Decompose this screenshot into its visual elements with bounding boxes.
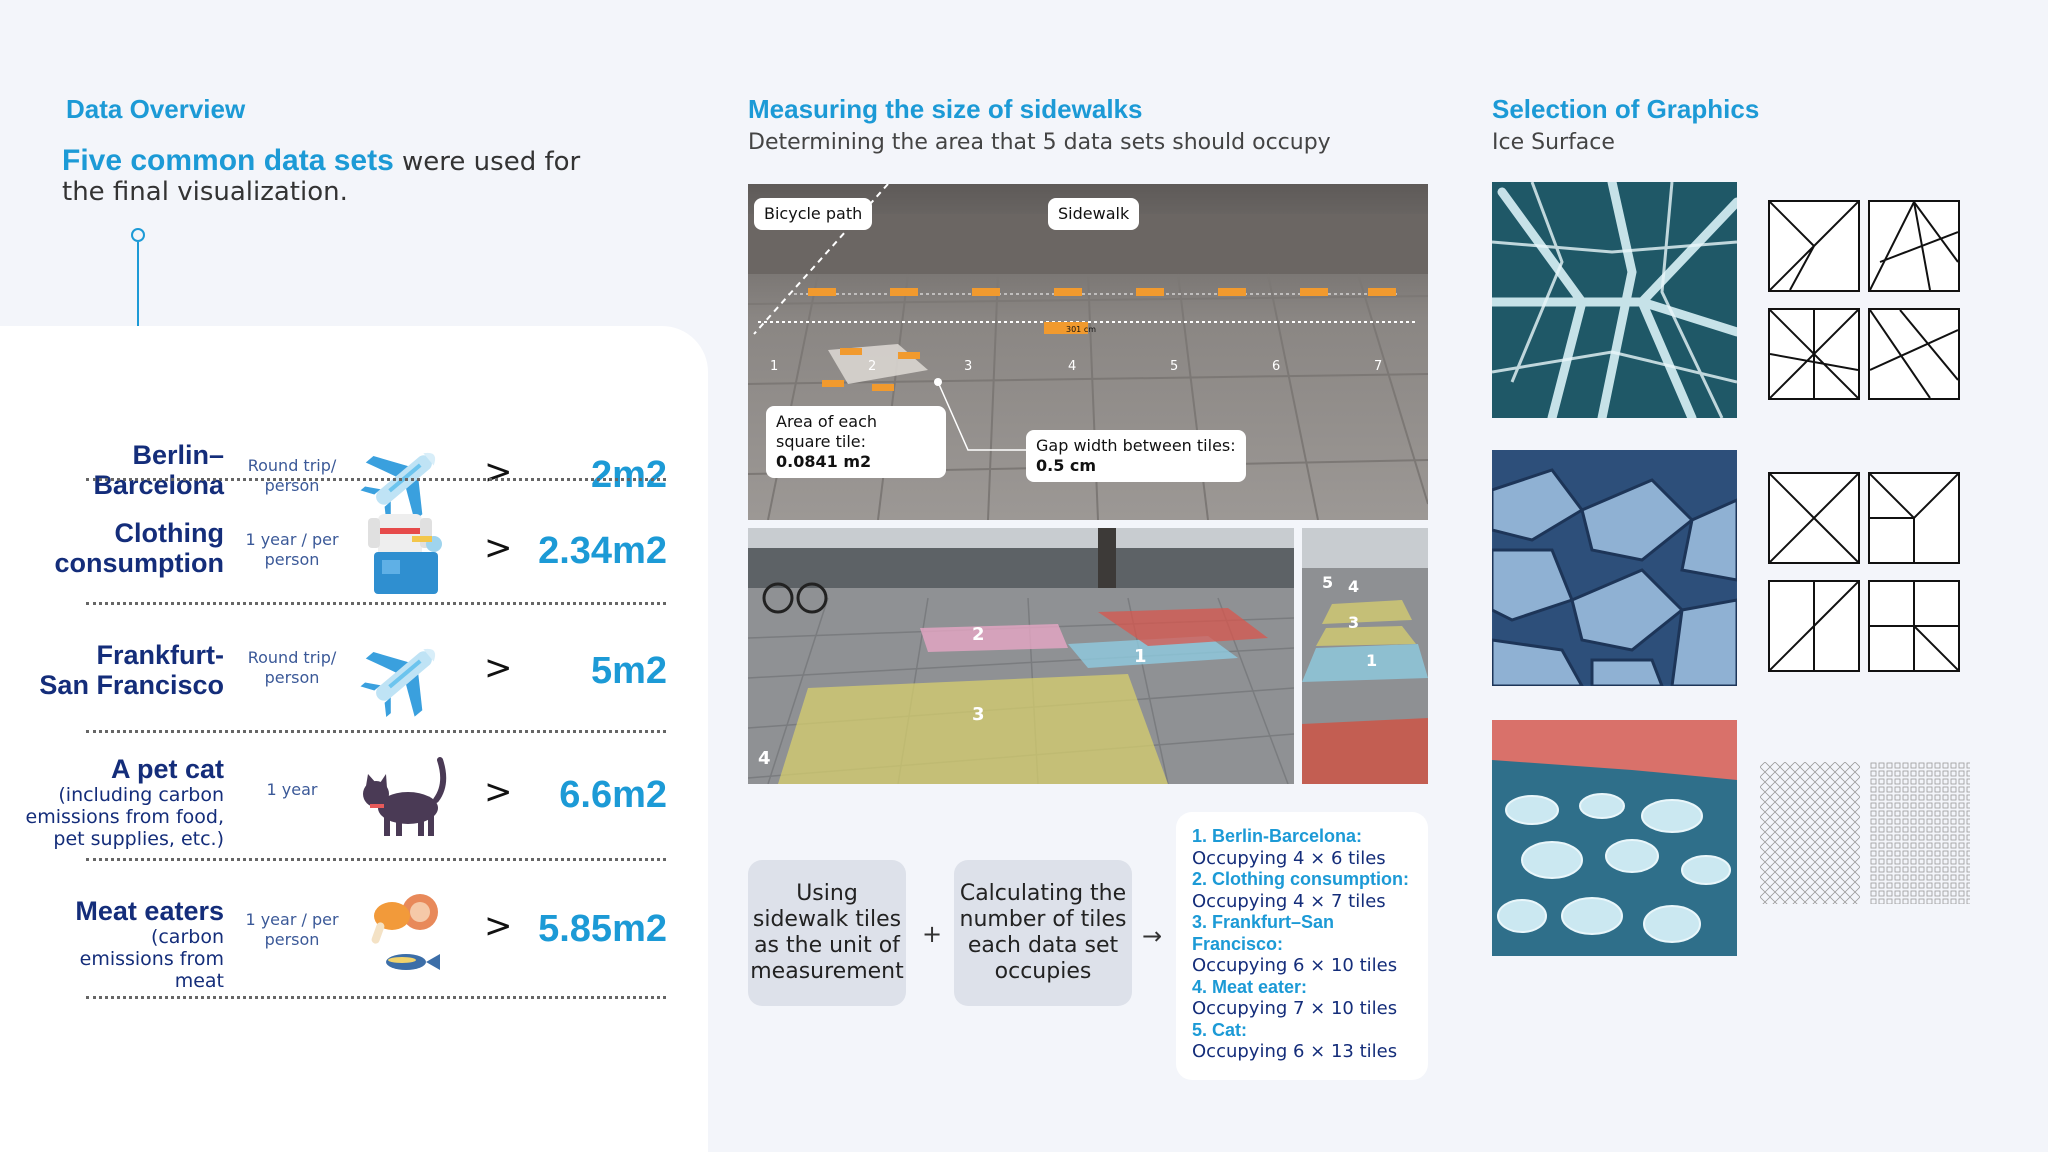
row-value: 6.6m2	[559, 774, 667, 816]
ice-photo-plates	[1492, 450, 1737, 686]
meat-icon	[356, 886, 452, 982]
dotted-divider	[86, 858, 666, 861]
result-title: 3. Frankfurt–San Francisco:	[1192, 912, 1335, 954]
row-name: Clothing consumption	[54, 518, 224, 578]
pattern-tile	[1768, 308, 1860, 400]
cat-icon	[356, 750, 452, 846]
row-period: 1 year / per person	[245, 910, 339, 949]
area-label-5: 5	[1322, 573, 1334, 592]
fine-pattern-diamonds	[1760, 762, 1860, 904]
ice-photo-cracked	[1492, 182, 1737, 418]
sidewalk-section-title: Measuring the size of sidewalks	[748, 94, 1143, 124]
intro-text	[62, 146, 582, 207]
result-detail: Occupying 4 × 6 tiles	[1192, 847, 1386, 869]
pin-dot	[131, 228, 145, 242]
result-detail: Occupying 4 × 7 tiles	[1192, 890, 1386, 912]
chevron-right-icon: >	[484, 452, 513, 492]
pattern-tile	[1868, 580, 1960, 672]
row-period: 1 year / per person	[245, 530, 339, 569]
ice-photo-bubbles	[1492, 720, 1737, 956]
pattern-tile	[1868, 308, 1960, 400]
pattern-tile	[1768, 200, 1860, 292]
tile-number: 1	[770, 359, 779, 374]
row-name: Frankfurt- San Francisco	[39, 640, 224, 700]
result-detail: Occupying 6 × 10 tiles	[1192, 955, 1398, 976]
dotted-divider	[86, 602, 666, 605]
tile-number: 5	[1170, 359, 1179, 374]
result-detail: Occupying 6 × 13 tiles	[1192, 1041, 1398, 1062]
tile-number: 2	[868, 359, 877, 374]
result-title: 4. Meat eater:	[1192, 976, 1308, 997]
tile-number: 7	[1374, 359, 1383, 374]
area-label-3: 3	[1348, 613, 1360, 632]
data-panel	[0, 326, 708, 1152]
intro-highlight: Five common data sets	[62, 144, 394, 177]
step-unit-of-measurement: Using sidewalk tiles as the unit of measurement	[748, 860, 906, 1006]
chevron-right-icon: >	[484, 528, 513, 568]
results-card	[1176, 812, 1428, 1080]
tile-number: 3	[964, 359, 973, 374]
tile-number: 4	[1068, 359, 1077, 374]
step-calculate-tiles: Calculating the number of tiles each data set occupies	[954, 860, 1132, 1006]
clothing-icon	[356, 508, 452, 604]
row-value: 5.85m2	[538, 908, 667, 950]
label-gap-width: Gap width between tiles: 0.5 cm	[1026, 430, 1246, 482]
row-period: Round trip/ person	[247, 456, 337, 495]
sidewalk-subtitle: Determining the area that 5 data sets should occupy	[748, 130, 1331, 155]
street-photo-narrow	[1302, 528, 1428, 784]
result-title: 5. Cat:	[1192, 1019, 1248, 1040]
pin-line	[137, 242, 139, 330]
label-sidewalk: Sidewalk	[1048, 198, 1139, 230]
dotted-divider	[86, 996, 666, 999]
result-title: 1. Berlin-Barcelona:	[1192, 826, 1363, 846]
row-name: A pet cat (including carbon emissions from food, pet supplies, etc.)	[25, 754, 224, 850]
label-bicycle-path: Bicycle path	[754, 198, 872, 230]
airplane-icon	[356, 628, 452, 724]
graphics-section-title: Selection of Graphics	[1492, 94, 1760, 124]
measure-total: 301 cm	[1066, 325, 1097, 334]
chevron-right-icon: >	[484, 648, 513, 688]
row-value: 2.34m2	[538, 530, 667, 572]
pattern-tile	[1768, 472, 1860, 564]
pattern-tile	[1768, 580, 1860, 672]
label-tile-area: Area of each square tile: 0.0841 m2	[766, 406, 946, 478]
row-name: Meat eaters (carbon emissions from meat	[75, 896, 224, 992]
tile-number: 6	[1272, 359, 1281, 374]
area-label-4: 4	[758, 748, 771, 769]
row-name: Berlin– Barcelona	[93, 440, 224, 500]
dotted-divider	[86, 730, 666, 733]
data-overview-title: Data Overview	[66, 94, 246, 124]
area-label-1: 1	[1134, 646, 1147, 667]
area-label-1: 1	[1366, 651, 1378, 670]
dotted-divider	[86, 478, 666, 481]
area-label-2: 2	[972, 624, 985, 645]
row-value: 5m2	[590, 650, 667, 692]
street-photo	[748, 528, 1294, 784]
result-detail: Occupying 7 × 10 tiles	[1192, 998, 1398, 1019]
sidewalk-measurement-photo	[748, 184, 1428, 520]
intro-rest: were used for the final visualization.	[62, 147, 581, 207]
pattern-tile	[1868, 472, 1960, 564]
row-period: Round trip/ person	[247, 648, 337, 687]
result-title: 2. Clothing consumption:	[1192, 869, 1409, 889]
row-period: 1 year	[266, 780, 318, 799]
pattern-tile	[1868, 200, 1960, 292]
row-value: 2m2	[590, 454, 667, 496]
graphics-subtitle: Ice Surface	[1492, 130, 1615, 155]
plus-sign: +	[922, 920, 943, 948]
chevron-right-icon: >	[484, 772, 513, 812]
area-label-3: 3	[972, 704, 985, 725]
area-label-4: 4	[1348, 577, 1360, 596]
arrow-right-icon: →	[1142, 922, 1163, 950]
fine-pattern-squares	[1870, 762, 1970, 904]
chevron-right-icon: >	[484, 906, 513, 946]
